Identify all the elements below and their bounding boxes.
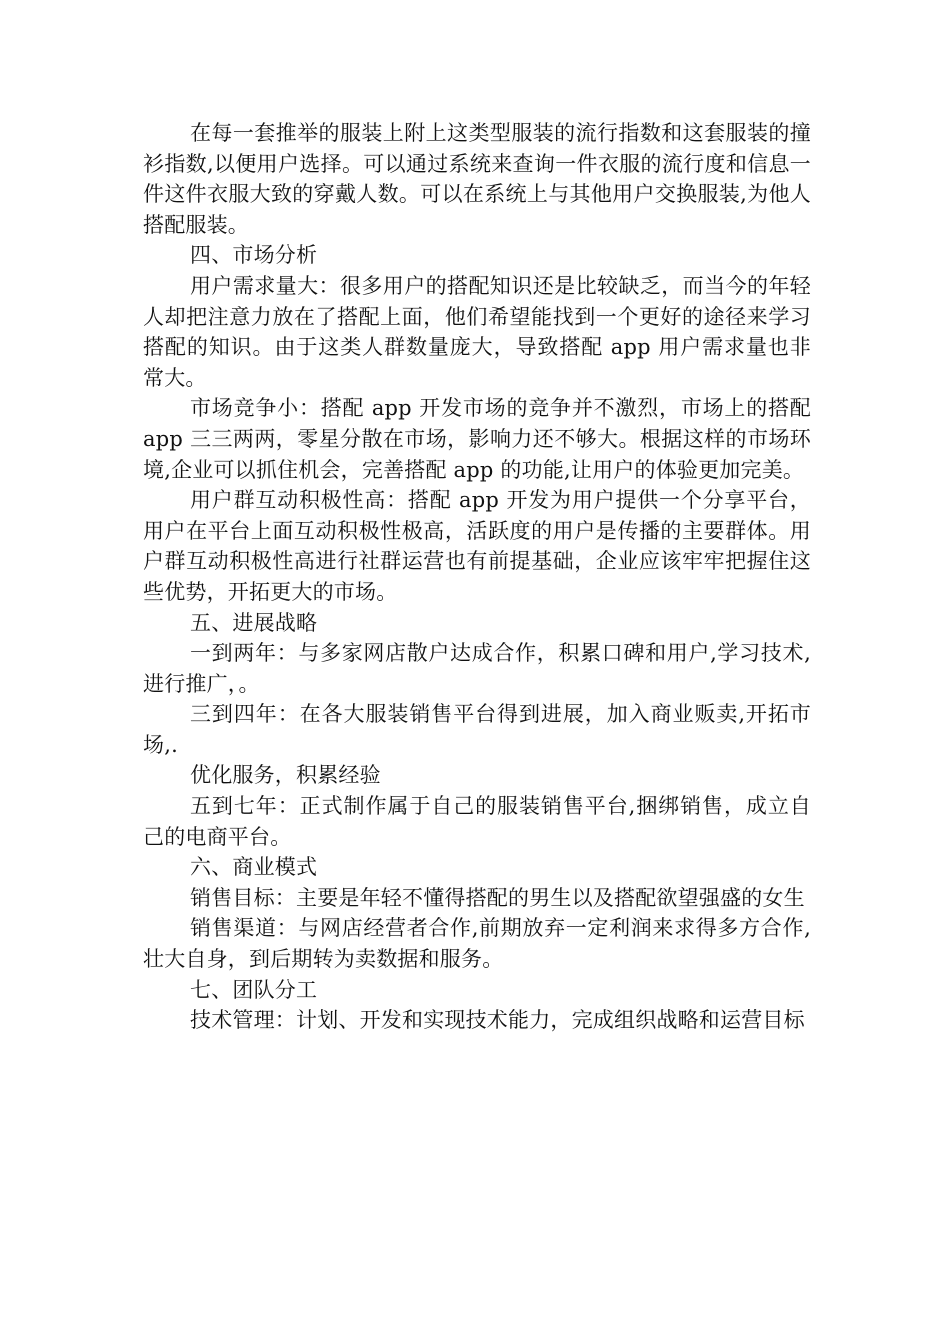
paragraph-years-one-two: 一到两年：与多家网店散户达成合作，积累口碑和用户,学习技术,进行推广，。 xyxy=(143,641,811,696)
paragraph-optimize-service: 优化服务，积累经验 xyxy=(190,763,381,788)
paragraph-sales-target: 销售目标：主要是年轻不懂得搭配的男生以及搭配欲望强盛的女生 xyxy=(190,885,805,910)
document-body xyxy=(143,118,811,1036)
section-heading-team-division: 七、团队分工 xyxy=(190,977,318,1002)
paragraph-user-interaction: 用户群互动积极性高：搭配 app 开发为用户提供一个分享平台，用户在平台上面互动积极性极高，活跃度的用户是传播的主要群体。用户群互动积极性高进行社群运营也有前提基础，企业应该牢牢把握住这些优势，开拓更大的市场。 xyxy=(143,488,811,604)
paragraph-sales-channel: 销售渠道：与网店经营者合作,前期放弃一定利润来求得多方合作,壮大自身，到后期转为卖数据和服务。 xyxy=(143,916,811,972)
section-heading-market-analysis: 四、市场分析 xyxy=(190,243,318,268)
paragraph-tech-management: 技术管理：计划、开发和实现技术能力，完成组织战略和运营目标 xyxy=(190,1008,805,1033)
paragraph-years-three-four: 三到四年：在各大服装销售平台得到进展，加入商业贩卖,开拓市场,. xyxy=(143,702,811,757)
paragraph-years-five-seven: 五到七年：正式制作属于自己的服装销售平台,捆绑销售，成立自己的电商平台。 xyxy=(143,794,811,849)
paragraph-user-demand: 用户需求量大：很多用户的搭配知识还是比较缺乏，而当今的年轻人却把注意力放在了搭配上面，他们希望能找到一个更好的途径来学习搭配的知识。由于这类人群数量庞大，导致搭配 app 用户需求量也非常大。 xyxy=(143,273,811,390)
section-heading-development-strategy: 五、进展战略 xyxy=(190,610,318,635)
paragraph-market-competition: 市场竞争小：搭配 app 开发市场的竞争并不激烈，市场上的搭配 app 三三两两，零星分散在市场，影响力还不够大。根据这样的市场环境,企业可以抓住机会，完善搭配 app 的功能,让用户的体验更加完美。 xyxy=(143,396,811,482)
section-heading-business-model: 六、商业模式 xyxy=(190,855,318,880)
paragraph-fashion-index: 在每一套推举的服装上附上这类型服装的流行指数和这套服装的撞衫指数,以便用户选择。可以通过系统来查询一件衣服的流行度和信息一件这件衣服大致的穿戴人数。可以在系统上与其他用户交换服装,为他人搭配服装。 xyxy=(143,121,811,237)
